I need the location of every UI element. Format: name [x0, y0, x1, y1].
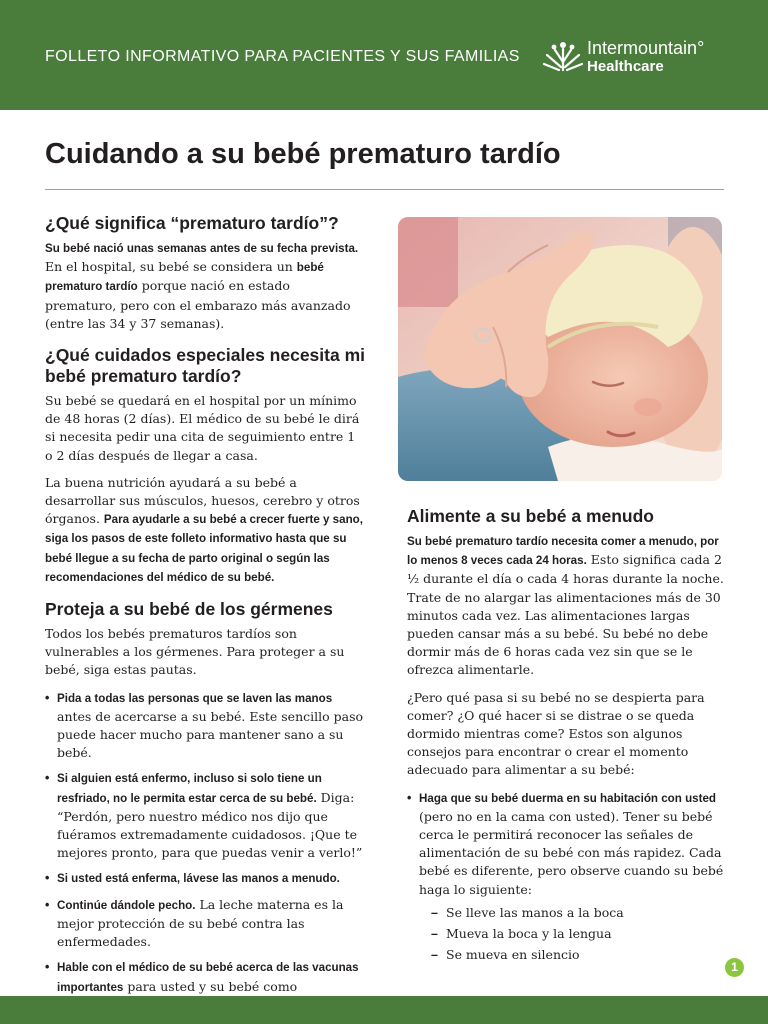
page-title: Cuidando a su bebé prematuro tardío: [45, 138, 561, 170]
list-item: • Haga que su bebé duerma en su habitación con usted (pero no en la cama con usted). Tener su bebé cerca le permitirá reconocer las señales de alimentación de su bebé con más rapidez. Cada bebé es diferente, pero observe cuando su bebé haga lo siguiente: – Se lleve las manos a la boca – Mueva la boca y la lengua – Se mueva en silencio: [407, 789, 725, 965]
page-number-badge: 1: [725, 958, 744, 977]
header-tagline: FOLLETO INFORMATIVO PARA PACIENTES Y SUS FAMILIAS: [45, 48, 520, 65]
list-item: • Si usted está enferma, lávese las manos a menudo.: [45, 869, 365, 888]
header-bar: [0, 0, 768, 110]
list-item: – Mueva la boca y la lengua: [419, 925, 725, 943]
feeding-cues-list: [419, 904, 725, 965]
section-late-preterm-meaning: [45, 213, 365, 333]
list-item: – Se mueva en silencio: [419, 946, 725, 964]
section-paragraph: Su bebé nació unas semanas antes de su fecha prevista. En el hospital, su bebé se considera un bebé prematuro tardío porque nació en estado prematuro, pero con el embarazo más avanzado (entre las 34 y 37 semanas).: [45, 242, 359, 331]
section-protect-from-germs: [45, 599, 365, 1024]
germs-bullet-list: [45, 689, 365, 1024]
list-item: • Si alguien está enfermo, incluso si solo tiene un resfriado, no le permita estar cerca de su bebé. Diga: “Perdón, pero nuestro médico nos dijo que fuéramos extremadamente cuidadosos. ¡Que te mejores pronto, para que puedas venir a verlo!”: [45, 769, 365, 862]
section-paragraph: ¿Pero qué pasa si su bebé no se despierta para comer? ¿O qué hacer si se distrae o se queda dormido mientras come? Estos son algunos consejos para encontrar o crear el momento adecuado para alimentar a su bebé:: [407, 689, 705, 778]
title-divider: [45, 189, 724, 190]
section-heading: ¿Qué cuidados especiales necesita mi bebé prematuro tardío?: [45, 345, 365, 387]
section-heading: Proteja a su bebé de los gérmenes: [45, 599, 333, 620]
feeding-bullet-list: [407, 789, 725, 965]
section-paragraph: Su bebé se quedará en el hospital por un mínimo de 48 horas (2 días). El médico de su bebé le dirá si necesita pedir una cita de seguimiento entre 1 o 2 días después de llegar a casa.: [45, 393, 360, 463]
right-column: [407, 506, 725, 971]
list-item: • Continúe dándole pecho. La leche materna es la mejor protección de su bebé contra las enfermedades.: [45, 896, 365, 952]
list-item: – Se lleve las manos a la boca: [419, 904, 725, 922]
section-paragraph: La buena nutrición ayudará a su bebé a desarrollar sus músculos, huesos, cerebro y otros órganos. Para ayudarle a su bebé a crecer fuerte y sano, siga los pasos de este folleto informativo hasta que su bebé llegue a su fecha de parto original o según las recomendaciones del médico de su bebé.: [45, 474, 363, 584]
section-heading: ¿Qué significa “prematuro tardío”?: [45, 213, 339, 233]
list-item: • Pida a todas las personas que se laven las manos antes de acercarse a su bebé. Este sencillo paso puede hacer mucho para mantener sano a su bebé.: [45, 689, 365, 763]
list-item: • Hable con el médico de su bebé acerca de las vacunas importantes para usted y su bebé como: [45, 958, 365, 1024]
section-paragraph: Su bebé prematuro tardío necesita comer a menudo, por lo menos 8 veces cada 24 horas. Esto significa cada 2 ½ durante el día o cada 4 horas durante la noche. Trate de no alargar las alimentaciones más de 30 minutos cada vez. Las alimentaciones largas pueden cansar más a su bebé. Su bebé no debe dormir más de 6 horas cada vez sin que se le ofrezca alimentarle.: [407, 535, 724, 678]
footer-bar: [0, 996, 768, 1024]
section-special-care: [45, 345, 365, 587]
section-heading: Alimente a su bebé a menudo: [407, 506, 654, 526]
logo: [542, 38, 732, 78]
logo-subtitle: Healthcare: [587, 58, 664, 75]
left-column: [45, 213, 365, 1024]
section-paragraph: Todos los bebés prematuros tardíos son vulnerables a los gérmenes. Para proteger a su bebé, siga estas pautas.: [45, 626, 345, 678]
baby-photo: [398, 217, 722, 481]
logo-name: Intermountain°: [587, 38, 705, 58]
intermountain-hands-icon: [542, 40, 584, 72]
